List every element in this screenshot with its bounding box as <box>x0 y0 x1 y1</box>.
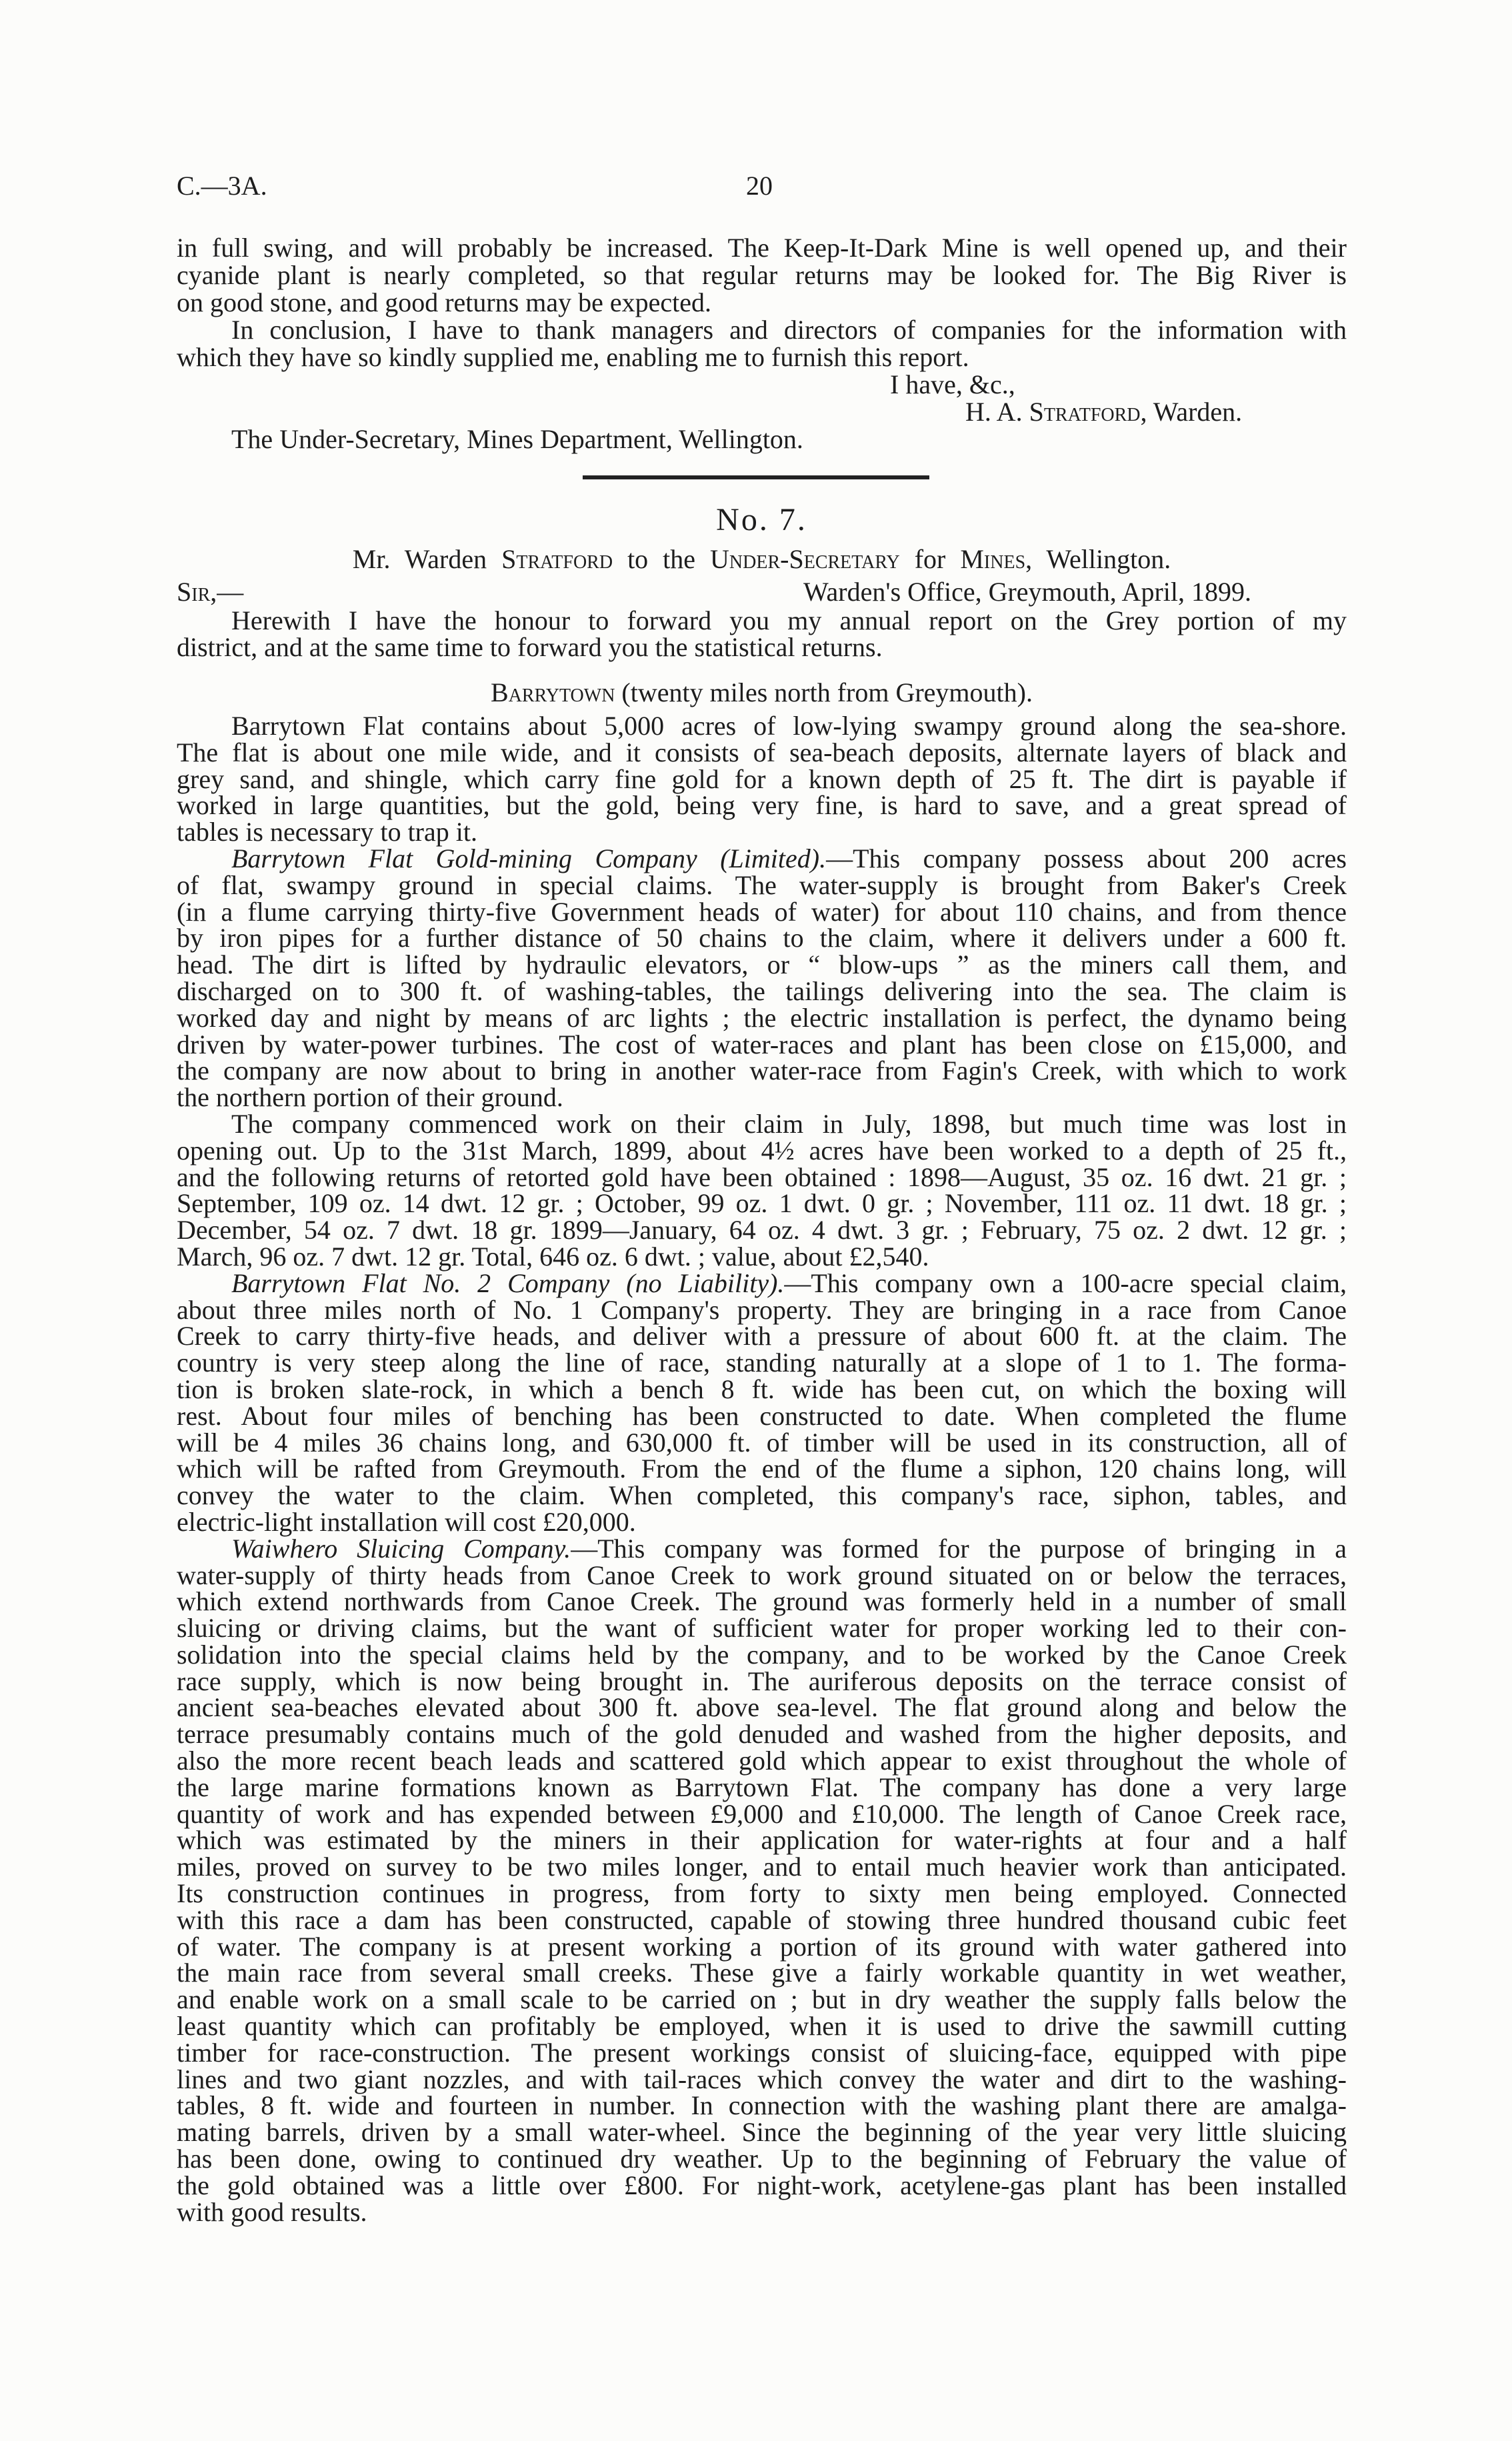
paragraph-barrytown-flat <box>177 713 1347 845</box>
text-line: March, 96 oz. 7 dwt. 12 gr. Total, 646 oz. 6 dwt. ; value, about £2,540. <box>177 1241 929 1272</box>
page-number: 20 <box>746 171 773 201</box>
text-line: by iron pipes for a further distance of 50 chains to the claim, where it delivers under a 600 ft. <box>177 923 1347 953</box>
text-line: Creek to carry thirty-five heads, and deliver with a pressure of about 600 ft. at the claim. The <box>177 1321 1347 1352</box>
signature-initials: H. A. <box>965 397 1029 427</box>
text-line: discharged on to 300 ft. of washing-tables, the tailings delivering into the sea. The claim is <box>177 975 1347 1006</box>
text-line: solidation into the special claims held by the company, and to be worked by the Canoe Creek <box>177 1639 1347 1670</box>
text-line: miles, proved on survey to be two miles longer, and to entail much heavier work than anticipated. <box>177 1852 1347 1882</box>
text-line: district, and at the same time to forward you the statistical returns. <box>177 631 883 662</box>
text-line: which they have so kindly supplied me, enabling me to furnish this report. <box>177 342 969 372</box>
document-reference: C.—3A. <box>177 171 267 201</box>
text-line: about three miles north of No. 1 Company's property. They are bringing in a race from Canoe <box>177 1294 1347 1325</box>
text-line: with this race a dam has been constructed, capable of stowing three hundred thousand cubic feet <box>177 1904 1347 1935</box>
company-name: Barrytown Flat No. 2 Company (no Liability). <box>231 1268 785 1298</box>
text-line: electric-light installation will cost £20,000. <box>177 1506 636 1537</box>
paragraph <box>177 234 1347 316</box>
text-line: grey sand, and shingle, which carry fine gold for a known depth of 25 ft. The dirt is payable if <box>177 763 1347 794</box>
addressee: The Under-Secretary, Mines Department, Wellington. <box>231 424 803 454</box>
text-line: head. The dirt is lifted by hydraulic elevators, or “ blow-ups ” as the miners call them, and <box>177 949 1347 980</box>
text-span: —This company own a 100-acre special claim, <box>784 1268 1347 1298</box>
paragraph-waiwhero-company <box>177 1533 1347 2227</box>
section-place: Barrytown <box>491 677 615 707</box>
section-divider <box>583 475 929 479</box>
heading-sender: Stratford <box>501 544 613 574</box>
text-line: of water. The company is at present working a portion of its ground with water gathered into <box>177 1931 1347 1962</box>
text-line <box>177 1270 1347 1297</box>
text-line: with good results. <box>177 2196 367 2227</box>
text-line: Its construction continues in progress, from forty to sixty men being employed. Connected <box>177 1878 1347 1909</box>
closing-phrase: I have, &c., <box>890 369 1015 399</box>
section-heading <box>177 679 1347 706</box>
text-line: quantity of work and has expended between £9,000 and £10,000. The length of Canoe Creek race, <box>177 1798 1347 1829</box>
text-span: —This company was formed for the purpose of bringing in a <box>571 1533 1347 1564</box>
text-line: The flat is about one mile wide, and it consists of sea-beach deposits, alternate layers of black and <box>177 737 1347 767</box>
heading-text: , Wellington. <box>1025 544 1171 574</box>
report-heading <box>177 546 1347 573</box>
text-line: sluicing or driving claims, but the want of sufficient water for proper working led to their con- <box>177 1613 1347 1644</box>
signature-title: , Warden. <box>1140 397 1243 427</box>
text-line: and the following returns of retorted gold have been obtained : 1898—August, 35 oz. 16 dwt. 21 gr. ; <box>177 1161 1347 1192</box>
paragraph-gold-mining-company <box>177 845 1347 1111</box>
text-line: which will be rafted from Greymouth. From the end of the flume a siphon, 120 chains long, will <box>177 1454 1347 1484</box>
text-line: mating barrels, driven by a small water-wheel. Since the beginning of the year very little sluicing <box>177 2117 1347 2148</box>
text-line: terrace presumably contains much of the gold denuded and washed from the higher deposits, and <box>177 1719 1347 1750</box>
text-line: (in a flume carrying thirty-five Government heads of water) for about 110 chains, and from thence <box>177 896 1347 927</box>
section-note: (twenty miles north from Greymouth). <box>615 677 1033 707</box>
text-line: which extend northwards from Canoe Creek. The ground was formerly held in a number of small <box>177 1586 1347 1617</box>
text-line: in full swing, and will probably be increased. The Keep-It-Dark Mine is well opened up, and their <box>177 233 1347 263</box>
text-line: Barrytown Flat contains about 5,000 acres of low-lying swampy ground along the sea-shore. <box>231 711 1347 741</box>
report-number: No. 7. <box>716 502 807 537</box>
text-span: —This company possess about 200 acres <box>826 843 1347 873</box>
text-line: worked in large quantities, but the gold, being very fine, is hard to save, and a great spread of <box>177 790 1347 821</box>
paragraph-returns <box>177 1108 1347 1272</box>
heading-text: to the <box>613 544 711 574</box>
company-name: Waiwhero Sluicing Company. <box>231 1533 571 1564</box>
heading-text: Mr. Warden <box>352 544 502 574</box>
text-line: on good stone, and good returns may be expected. <box>177 287 712 317</box>
text-line: the large marine formations known as Barrytown Flat. The company has done a very large <box>177 1772 1347 1802</box>
text-line <box>177 1533 1347 1564</box>
office-and-date: Warden's Office, Greymouth, April, 1899. <box>803 577 1251 607</box>
text-line: country is very steep along the line of race, standing naturally at a slope of 1 to 1. The forma- <box>177 1348 1347 1378</box>
text-line: ancient sea-beaches elevated about 300 ft. above sea-level. The flat ground along and below the <box>177 1692 1347 1723</box>
text-line: the northern portion of their ground. <box>177 1082 563 1113</box>
text-line: tion is broken slate-rock, in which a bench 8 ft. wide has been cut, on which the boxing will <box>177 1374 1347 1404</box>
text-line: the main race from several small creeks. These give a fairly workable quantity in wet weather, <box>177 1958 1347 1988</box>
previous-report-end <box>177 234 1347 453</box>
page-header <box>177 173 1347 199</box>
signature-surname: Stratford <box>1029 397 1141 427</box>
text-line <box>177 845 1347 872</box>
text-line: has been done, owing to continued dry weather. Up to the beginning of February the value of <box>177 2144 1347 2174</box>
company-name: Barrytown Flat Gold-mining Company (Limited). <box>231 843 827 873</box>
heading-text: for <box>899 544 961 574</box>
text-line: worked day and night by means of arc lights ; the electric installation is perfect, the dynamo being <box>177 1002 1347 1033</box>
text-line: the company are now about to bring in another water-race from Fagin's Creek, with which to work <box>177 1055 1347 1086</box>
text-line: which was estimated by the miners in their application for water-rights at four and a half <box>177 1825 1347 1856</box>
signature <box>177 398 1347 425</box>
text-line: September, 109 oz. 14 dwt. 12 gr. ; October, 99 oz. 1 dwt. 0 gr. ; November, 111 oz. 11 dwt. 18 gr. ; <box>177 1188 1347 1219</box>
text-line: of flat, swampy ground in special claims. The water-supply is brought from Baker's Creek <box>177 869 1347 900</box>
report-body <box>177 713 1347 2225</box>
text-line: convey the water to the claim. When completed, this company's race, siphon, tables, and <box>177 1480 1347 1511</box>
text-line: water-supply of thirty heads from Canoe Creek to work ground situated on or below the terraces, <box>177 1560 1347 1590</box>
text-line: tables is necessary to trap it. <box>177 817 477 847</box>
text-line: tables, 8 ft. wide and fourteen in number. In connection with the washing plant there are amalga- <box>177 2090 1347 2121</box>
salutation-line <box>177 579 1347 605</box>
text-line: timber for race-construction. The present workings consist of sluicing-face, equipped with pipe <box>177 2037 1347 2068</box>
heading-recipient: Under-Secretary <box>710 544 900 574</box>
salutation: Sir,— <box>177 577 244 607</box>
text-line: the gold obtained was a little over £800. For night-work, acetylene-gas plant has been installed <box>177 2170 1347 2200</box>
text-line: will be 4 miles 36 chains long, and 630,000 ft. of timber will be used in its construction, all of <box>177 1427 1347 1458</box>
text-line: lines and two giant nozzles, and with tail-races which convey the water and dirt to the washing- <box>177 2064 1347 2094</box>
paragraph <box>177 316 1347 371</box>
text-line: and enable work on a small scale to be carried on ; but in dry weather the supply falls below the <box>177 1984 1347 2015</box>
paragraph-no2-company <box>177 1270 1347 1536</box>
text-line: The company commenced work on their claim in July, 1898, but much time was lost in <box>231 1108 1347 1139</box>
heading-department: Mines <box>960 544 1026 574</box>
text-line: opening out. Up to the 31st March, 1899, about 4½ acres have been worked to a depth of 25 ft., <box>177 1135 1347 1165</box>
text-line: race supply, which is now being brought in. The auriferous deposits on the terrace consist of <box>177 1666 1347 1696</box>
text-line: rest. About four miles of benching has been constructed to date. When completed the flume <box>177 1400 1347 1431</box>
text-line: least quantity which can profitably be employed, when it is used to drive the sawmill cutting <box>177 2011 1347 2042</box>
text-line: cyanide plant is nearly completed, so that regular returns may be looked for. The Big River is <box>177 260 1347 290</box>
paragraph-intro <box>177 607 1347 661</box>
text-line: Herewith I have the honour to forward you my annual report on the Grey portion of my <box>231 605 1347 635</box>
text-line: also the more recent beach leads and scattered gold which appear to exist throughout the whole of <box>177 1746 1347 1776</box>
text-line: driven by water-power turbines. The cost of water-races and plant has been close on £15,000, and <box>177 1029 1347 1059</box>
text-line: In conclusion, I have to thank managers and directors of companies for the information with <box>231 315 1347 345</box>
text-line: December, 54 oz. 7 dwt. 18 gr. 1899—January, 64 oz. 4 dwt. 3 gr. ; February, 75 oz. 2 dwt. 12 gr. ; <box>177 1215 1347 1246</box>
